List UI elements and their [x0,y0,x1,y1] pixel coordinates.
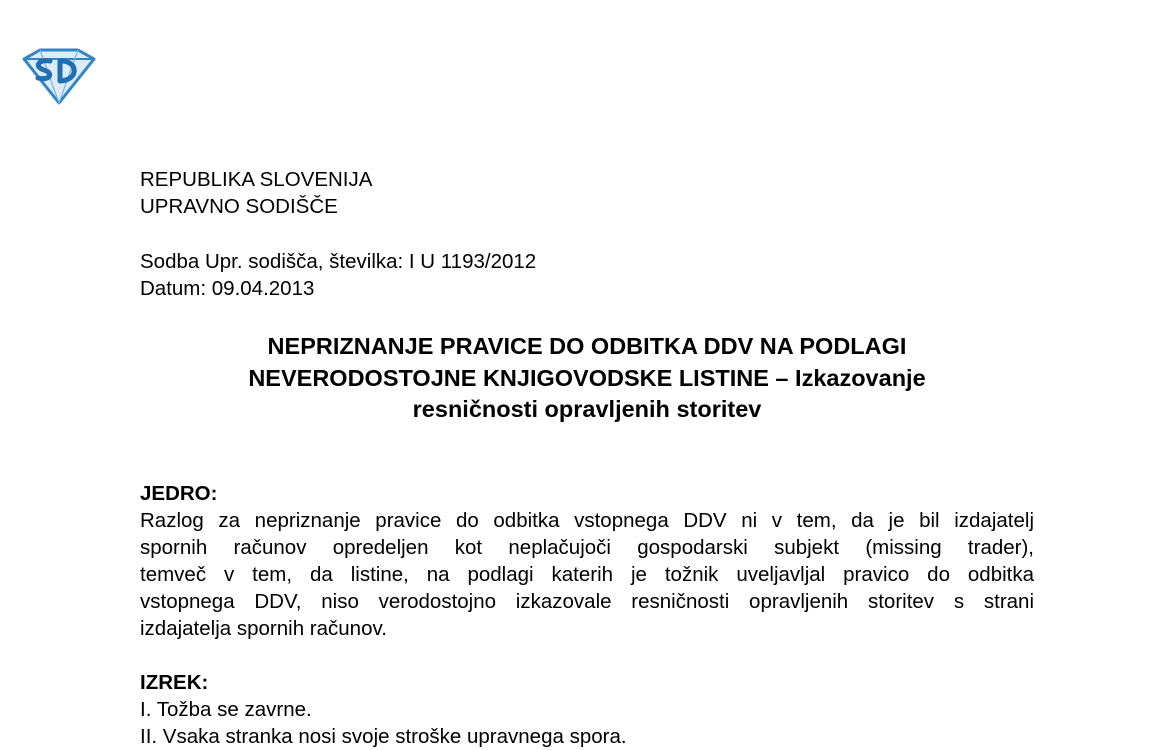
court-header [140,166,1034,220]
case-date: Datum: 09.04.2013 [140,277,315,300]
jedro-line: izdajatelja spornih računov. [140,617,387,640]
court-name: UPRAVNO SODIŠČE [140,195,338,218]
document-title [140,331,1034,426]
jedro-paragraph [140,507,1034,642]
izrek-item: I. Tožba se zavrne. [140,698,312,721]
country-name: REPUBLIKA SLOVENIJA [140,168,373,191]
jedro-line: Razlog za nepriznanje pravice do odbitka vstopnega DDV ni v tem, da je bil izdajatelj [140,509,1034,532]
case-info [140,248,1034,302]
izrek-item: II. Vsaka stranka nosi svoje stroške upravnega spora. [140,725,627,748]
jedro-line: spornih računov opredeljen kot neplačujoči gospodarski subjekt (missing trader), [140,536,1034,559]
jedro-heading: JEDRO: [140,482,218,505]
sd-logo-icon [20,47,98,107]
title-line-1: NEPRIZNANJE PRAVICE DO ODBITKA DDV NA PODLAGI [267,333,907,359]
case-reference: Sodba Upr. sodišča, številka: I U 1193/2012 [140,250,537,273]
title-line-2: NEVERODOSTOJNE KNJIGOVODSKE LISTINE – Izkazovanje [248,364,926,391]
title-line-3: resničnosti opravljenih storitev [412,396,762,422]
izrek-heading: IZREK: [140,671,209,694]
jedro-line: temveč v tem, da listine, na podlagi katerih je tožnik uveljavljal pravico do odbitka [140,563,1034,586]
izrek-list [140,696,627,750]
jedro-line: vstopnega DDV, niso verodostojno izkazovale resničnosti opravljenih storitev s strani [140,590,1034,613]
